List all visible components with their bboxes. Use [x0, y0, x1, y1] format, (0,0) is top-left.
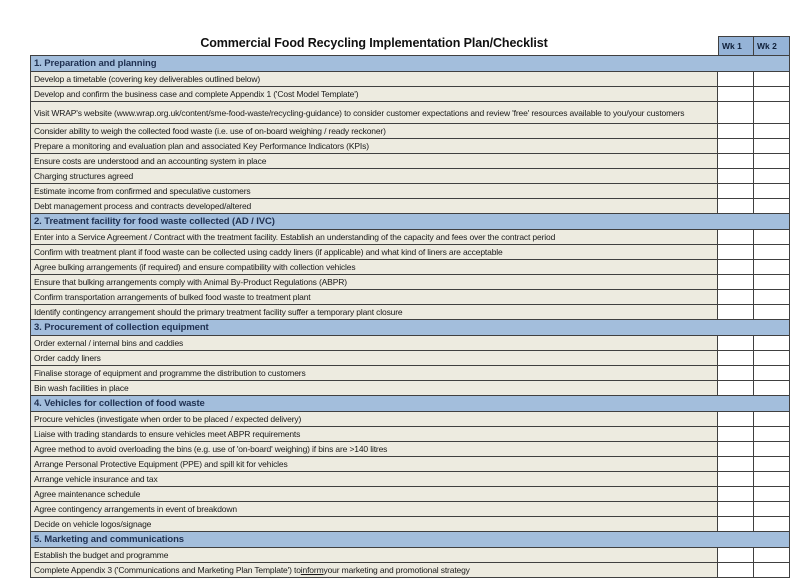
- task-row: [31, 260, 789, 275]
- week2-cell[interactable]: [753, 245, 789, 259]
- underlined-word: inform: [300, 565, 324, 575]
- task-row: [31, 427, 789, 442]
- week1-cell[interactable]: [717, 427, 753, 441]
- task-text: Consider ability to weigh the collected food waste (i.e. use of on-board weighing / ready reckoner): [31, 124, 717, 138]
- task-row: [31, 472, 789, 487]
- week2-cell[interactable]: [753, 427, 789, 441]
- week1-cell[interactable]: [717, 502, 753, 516]
- title-area: [30, 34, 718, 55]
- week1-cell[interactable]: [717, 230, 753, 244]
- section-header-4: 4. Vehicles for collection of food waste: [31, 396, 789, 412]
- week2-cell[interactable]: [753, 87, 789, 101]
- week1-cell[interactable]: [717, 442, 753, 456]
- week2-cell[interactable]: [753, 548, 789, 562]
- task-row: [31, 87, 789, 102]
- task-text: Arrange vehicle insurance and tax: [31, 472, 717, 486]
- task-row: [31, 124, 789, 139]
- task-text: Agree maintenance schedule: [31, 487, 717, 501]
- week1-cell[interactable]: [717, 336, 753, 350]
- week2-cell[interactable]: [753, 260, 789, 274]
- task-row: [31, 412, 789, 427]
- week2-cell[interactable]: [753, 442, 789, 456]
- week1-cell[interactable]: [717, 199, 753, 213]
- week1-cell[interactable]: [717, 472, 753, 486]
- week1-cell[interactable]: [717, 139, 753, 153]
- week2-cell[interactable]: [753, 154, 789, 168]
- checklist-table: [30, 55, 790, 578]
- task-text: Procure vehicles (investigate when order to be placed / expected delivery): [31, 412, 717, 426]
- week2-cell[interactable]: [753, 381, 789, 395]
- task-text: Agree bulking arrangements (if required) and ensure compatibility with collection vehicles: [31, 260, 717, 274]
- task-text: Develop a timetable (covering key deliverables outlined below): [31, 72, 717, 86]
- task-text: Identify contingency arrangement should the primary treatment facility suffer a temporary plant closure: [31, 305, 717, 319]
- task-text: Debt management process and contracts developed/altered: [31, 199, 717, 213]
- task-row: [31, 139, 789, 154]
- week1-cell[interactable]: [717, 517, 753, 531]
- task-row: [31, 169, 789, 184]
- task-text: Estimate income from confirmed and speculative customers: [31, 184, 717, 198]
- week1-cell[interactable]: [717, 563, 753, 577]
- week2-cell[interactable]: [753, 199, 789, 213]
- page-title: Commercial Food Recycling Implementation Plan/Checklist: [200, 36, 548, 50]
- week2-cell[interactable]: [753, 290, 789, 304]
- header-band: [30, 0, 790, 55]
- task-text: Order caddy liners: [31, 351, 717, 365]
- task-row: [31, 487, 789, 502]
- week2-cell[interactable]: [753, 487, 789, 501]
- week2-cell[interactable]: [753, 102, 789, 123]
- task-row: [31, 305, 789, 320]
- task-text: Develop and confirm the business case and complete Appendix 1 ('Cost Model Template'): [31, 87, 717, 101]
- task-row: [31, 72, 789, 87]
- task-row: [31, 102, 789, 124]
- week1-cell[interactable]: [717, 169, 753, 183]
- week1-cell[interactable]: [717, 184, 753, 198]
- week2-header: Wk 2: [754, 36, 790, 55]
- week1-cell[interactable]: [717, 87, 753, 101]
- week2-cell[interactable]: [753, 169, 789, 183]
- week1-cell[interactable]: [717, 72, 753, 86]
- section-header-1: 1. Preparation and planning: [31, 56, 789, 72]
- task-row: [31, 517, 789, 532]
- week2-cell[interactable]: [753, 366, 789, 380]
- task-row: [31, 245, 789, 260]
- week2-cell[interactable]: [753, 457, 789, 471]
- task-row: [31, 154, 789, 169]
- week1-cell[interactable]: [717, 260, 753, 274]
- section-header-3: 3. Procurement of collection equipment: [31, 320, 789, 336]
- week2-cell[interactable]: [753, 351, 789, 365]
- week1-cell[interactable]: [717, 548, 753, 562]
- task-text: Ensure costs are understood and an accounting system in place: [31, 154, 717, 168]
- task-text: Decide on vehicle logos/signage: [31, 517, 717, 531]
- task-row: [31, 563, 789, 578]
- task-row: [31, 230, 789, 245]
- task-row: [31, 184, 789, 199]
- task-text: Confirm with treatment plant if food waste can be collected using caddy liners (if applicable) and what kind of liners are acceptable: [31, 245, 717, 259]
- task-text: Prepare a monitoring and evaluation plan and associated Key Performance Indicators (KPIs): [31, 139, 717, 153]
- week2-cell[interactable]: [753, 184, 789, 198]
- task-text: Ensure that bulking arrangements comply with Animal By-Product Regulations (ABPR): [31, 275, 717, 289]
- week1-cell[interactable]: [717, 124, 753, 138]
- task-text: [31, 563, 717, 577]
- task-text: Charging structures agreed: [31, 169, 717, 183]
- week1-cell[interactable]: [717, 102, 753, 123]
- week2-cell[interactable]: [753, 72, 789, 86]
- week2-cell[interactable]: [753, 139, 789, 153]
- week1-cell[interactable]: [717, 412, 753, 426]
- week1-cell[interactable]: [717, 275, 753, 289]
- week1-cell[interactable]: [717, 457, 753, 471]
- week1-cell[interactable]: [717, 305, 753, 319]
- task-text: Confirm transportation arrangements of bulked food waste to treatment plant: [31, 290, 717, 304]
- task-text: Liaise with trading standards to ensure vehicles meet ABPR requirements: [31, 427, 717, 441]
- task-row: [31, 275, 789, 290]
- task-text-part: Complete Appendix 3 ('Communications and Marketing Plan Template') to: [34, 565, 301, 575]
- task-text: Visit WRAP's website (www.wrap.org.uk/content/sme-food-waste/recycling-guidance) to consider customer expectations and review 'free' resources available to you/your customers: [31, 102, 717, 123]
- week1-header: Wk 1: [718, 36, 754, 55]
- week1-cell[interactable]: [717, 487, 753, 501]
- task-text: Establish the budget and programme: [31, 548, 717, 562]
- task-row: [31, 199, 789, 214]
- week2-cell[interactable]: [753, 305, 789, 319]
- section-header-5: 5. Marketing and communications: [31, 532, 789, 548]
- week2-cell[interactable]: [753, 472, 789, 486]
- task-text: Finalise storage of equipment and programme the distribution to customers: [31, 366, 717, 380]
- week2-cell[interactable]: [753, 230, 789, 244]
- section-header-2: 2. Treatment facility for food waste collected (AD / IVC): [31, 214, 789, 230]
- week1-cell[interactable]: [717, 366, 753, 380]
- week1-cell[interactable]: [717, 351, 753, 365]
- week2-cell[interactable]: [753, 502, 789, 516]
- week2-cell[interactable]: [753, 336, 789, 350]
- week2-cell[interactable]: [753, 275, 789, 289]
- week2-cell[interactable]: [753, 517, 789, 531]
- task-row: [31, 548, 789, 563]
- task-row: [31, 502, 789, 517]
- week2-cell[interactable]: [753, 412, 789, 426]
- task-text: Arrange Personal Protective Equipment (PPE) and spill kit for vehicles: [31, 457, 717, 471]
- task-row: [31, 290, 789, 305]
- week1-cell[interactable]: [717, 290, 753, 304]
- task-row: [31, 366, 789, 381]
- task-text: Bin wash facilities in place: [31, 381, 717, 395]
- week1-cell[interactable]: [717, 245, 753, 259]
- task-text: Order external / internal bins and caddies: [31, 336, 717, 350]
- task-row: [31, 381, 789, 396]
- task-row: [31, 351, 789, 366]
- task-text: Agree contingency arrangements in event of breakdown: [31, 502, 717, 516]
- task-row: [31, 457, 789, 472]
- task-text-part: your marketing and promotional strategy: [323, 565, 470, 575]
- task-row: [31, 336, 789, 351]
- week1-cell[interactable]: [717, 154, 753, 168]
- week2-cell[interactable]: [753, 124, 789, 138]
- week2-cell[interactable]: [753, 563, 789, 577]
- task-text: Enter into a Service Agreement / Contract with the treatment facility. Establish an understanding of the capacity and fees over the contract period: [31, 230, 717, 244]
- task-row: [31, 442, 789, 457]
- week1-cell[interactable]: [717, 381, 753, 395]
- task-text: Agree method to avoid overloading the bins (e.g. use of 'on-board' weighing) if bins are >140 litres: [31, 442, 717, 456]
